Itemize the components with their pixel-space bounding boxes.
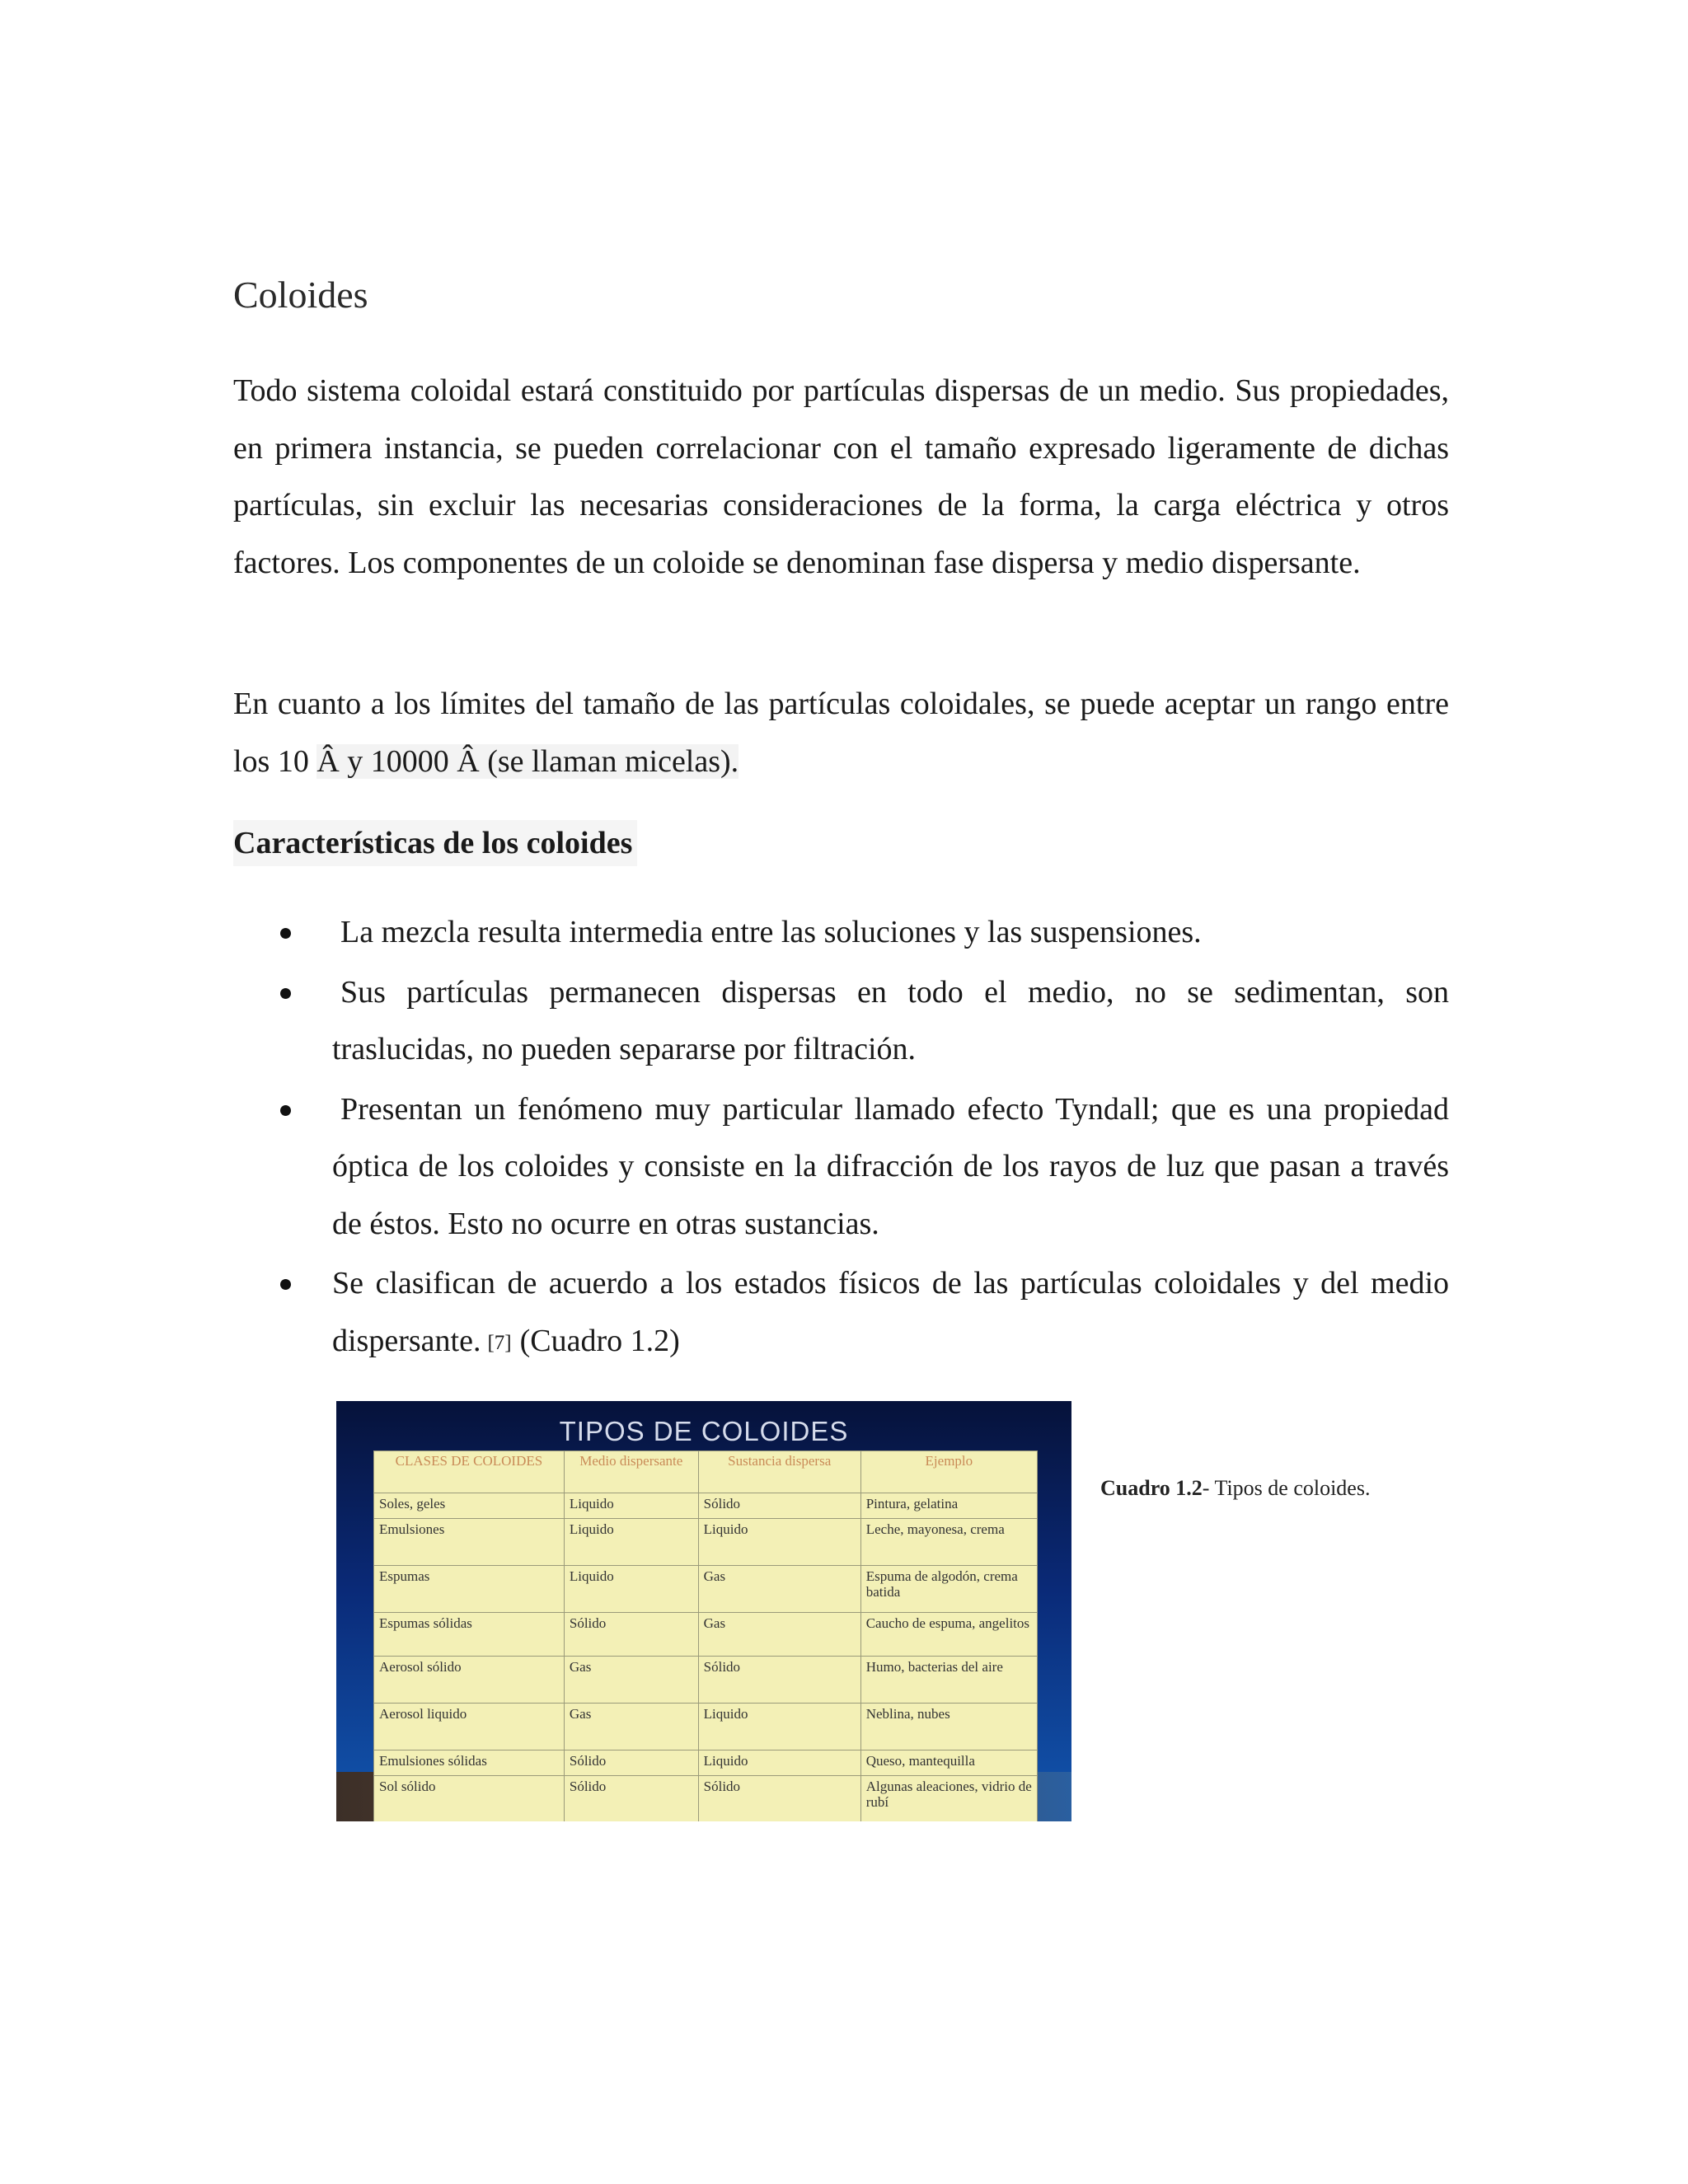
bullet-icon [280, 928, 291, 939]
colloid-types-table [373, 1451, 1038, 1821]
colloid-types-figure [336, 1401, 1071, 1821]
table-row [374, 1566, 1038, 1613]
table-cell: Leche, mayonesa, crema [860, 1519, 1037, 1566]
table-cell: Sólido [564, 1613, 698, 1657]
bullet-icon [280, 1279, 291, 1290]
section-heading: Características de los coloides [233, 820, 637, 866]
table-row [374, 1519, 1038, 1566]
table-row [374, 1750, 1038, 1776]
list-item [233, 904, 1449, 962]
table-cell: Sólido [564, 1776, 698, 1822]
table-row [374, 1776, 1038, 1822]
table-row [374, 1493, 1038, 1519]
table-cell: Gas [698, 1566, 860, 1613]
table-cell: Liquido [698, 1750, 860, 1776]
table-cell: Sólido [698, 1493, 860, 1519]
list-item-text: Presentan un fenómeno muy particular llamado efecto Tyndall; que es una propiedad óptica de los coloides y consiste en la difracción de los rayos de luz que pasan a través de éstos. Esto no ocurre en otras sustancias. [332, 1091, 1449, 1241]
bullet-icon [280, 1105, 291, 1116]
column-header: Sustancia dispersa [698, 1451, 860, 1493]
caption-label: Cuadro 1.2 [1100, 1476, 1203, 1500]
figure-caption [1100, 1475, 1370, 1502]
caption-text: - Tipos de coloides. [1202, 1476, 1371, 1500]
figure-title: TIPOS DE COLOIDES [559, 1416, 849, 1446]
table-cell: Liquido [698, 1519, 860, 1566]
table-cell: Gas [698, 1613, 860, 1657]
size-paragraph-start: En cuanto a los límites del tamaño de las partículas coloidales, se puede aceptar un rango entre los 10 [233, 687, 1449, 779]
size-paragraph-highlight: Â y 10000 Â (se llaman micelas). [316, 743, 739, 779]
column-header: CLASES DE COLOIDES [374, 1451, 565, 1493]
table-row [374, 1613, 1038, 1657]
table-cell: Soles, geles [374, 1493, 565, 1519]
table-cell: Gas [564, 1657, 698, 1704]
table-cell: Queso, mantequilla [860, 1750, 1037, 1776]
list-item [233, 1255, 1449, 1371]
list-item-text: Sus partículas permanecen dispersas en todo el medio, no se sedimentan, son traslucidas, no pueden separarse por filtración. [332, 974, 1449, 1066]
table-cell: Espumas [374, 1566, 565, 1613]
list-item [233, 964, 1449, 1079]
page-title: Coloides [233, 274, 368, 316]
table-cell: Emulsiones [374, 1519, 565, 1566]
table-cell: Sol sólido [374, 1776, 565, 1822]
table-row [374, 1657, 1038, 1704]
size-paragraph [233, 676, 1449, 790]
table-cell: Aerosol liquido [374, 1704, 565, 1750]
intro-paragraph: Todo sistema coloidal estará constituido por partículas dispersas de un medio. Sus propiedades, en primera instancia, se pueden correlacionar con el tamaño expresado ligeramente de dichas partículas, sin excluir las necesarias consideraciones de la forma, la carga eléctrica y otros factores. Los componentes de un coloide se denominan fase dispersa y medio dispersante. [233, 373, 1449, 580]
table-cell: Liquido [564, 1493, 698, 1519]
table-cell: Sólido [698, 1776, 860, 1822]
list-item-text: Se clasifican de acuerdo a los estados físicos de las partículas coloidales y del medio dispersante. [332, 1266, 1449, 1358]
table-cell: Pintura, gelatina [860, 1493, 1037, 1519]
table-cell: Sólido [698, 1657, 860, 1704]
list-item [233, 1081, 1449, 1254]
table-cell: Aerosol sólido [374, 1657, 565, 1704]
table-cell: Liquido [564, 1519, 698, 1566]
table-cell: Gas [564, 1704, 698, 1750]
table-header-row [374, 1451, 1038, 1493]
table-cell: Neblina, nubes [860, 1704, 1037, 1750]
table-cell: Liquido [564, 1566, 698, 1613]
characteristics-list [233, 904, 1449, 1374]
table-cell: Espuma de algodón, crema batida [860, 1566, 1037, 1613]
table-reference: (Cuadro 1.2) [519, 1323, 680, 1358]
table-cell: Liquido [698, 1704, 860, 1750]
table-row [374, 1704, 1038, 1750]
list-item-text: La mezcla resulta intermedia entre las soluciones y las suspensiones. [340, 915, 1202, 949]
table-cell: Humo, bacterias del aire [860, 1657, 1037, 1704]
table-cell: Algunas aleaciones, vidrio de rubí [860, 1776, 1037, 1822]
table-cell: Caucho de espuma, angelitos [860, 1613, 1037, 1657]
table-cell: Emulsiones sólidas [374, 1750, 565, 1776]
table-cell: Espumas sólidas [374, 1613, 565, 1657]
table-cell: Sólido [564, 1750, 698, 1776]
bullet-icon [280, 988, 291, 999]
column-header: Ejemplo [860, 1451, 1037, 1493]
column-header: Medio dispersante [564, 1451, 698, 1493]
citation-reference: [7] [487, 1331, 512, 1354]
